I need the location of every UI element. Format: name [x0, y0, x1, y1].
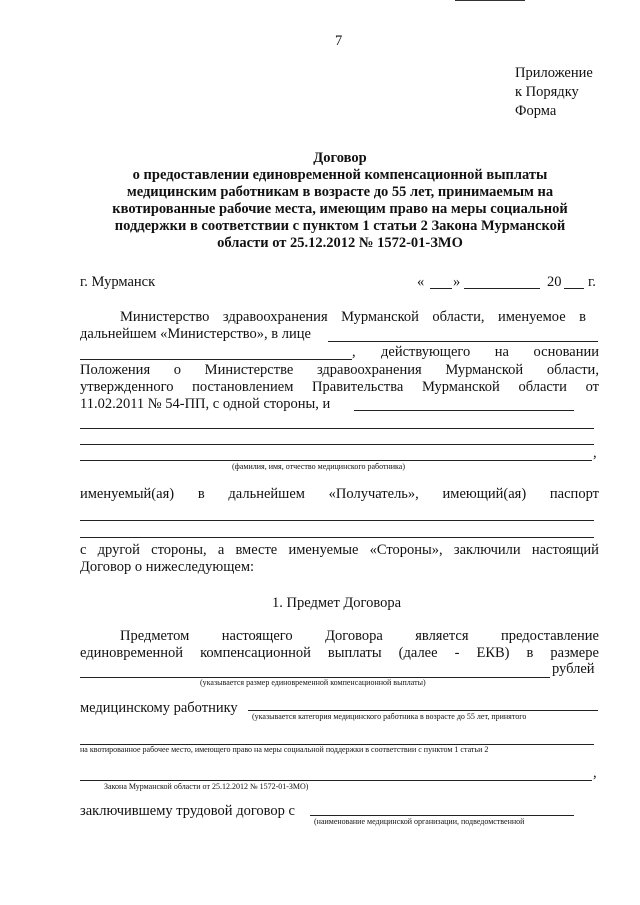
fio-caption: (фамилия, имя, отчество медицинского работника) [232, 462, 406, 471]
recipient-line [80, 486, 599, 503]
subject-line1 [120, 628, 599, 645]
word: а [217, 542, 225, 558]
word: здравоохранения [316, 362, 422, 378]
word: Министерстве [204, 362, 294, 378]
other-side-line1 [80, 542, 599, 559]
word: компенсационной [200, 645, 311, 661]
date-open-quote: « [417, 274, 425, 290]
word: вместе [235, 542, 278, 558]
word: Предметом [120, 628, 190, 644]
word: Мурманской [341, 309, 419, 325]
comma: , [593, 445, 597, 461]
word: Положения [80, 362, 151, 378]
section1-title: 1. Предмет Договора [272, 595, 402, 611]
date-month-blank[interactable] [464, 288, 540, 289]
org-caption: (наименование медицинской организации, подведомственной [314, 817, 525, 826]
top-edge-rule [455, 0, 525, 1]
basis-field[interactable] [80, 359, 352, 360]
word: здравоохранения [222, 309, 328, 325]
word: от [585, 379, 599, 395]
word: именуемые [288, 542, 359, 558]
appendix-line: Приложение [515, 65, 593, 81]
comma: , [593, 765, 597, 781]
para1-line6: 11.02.2011 № 54-ПП, с одной стороны, и [80, 396, 331, 412]
law-caption: Закона Мурманской области от 25.12.2012 № 1572-01-ЗМО) [104, 782, 309, 791]
para1-line5 [80, 379, 599, 396]
word: выплаты [327, 645, 382, 661]
representative-field[interactable] [328, 341, 598, 342]
para1-line4 [80, 362, 599, 379]
title-line: области от 25.12.2012 № 1572-01-ЗМО [217, 235, 463, 251]
comma: , [352, 344, 356, 360]
word: именуемое [497, 309, 566, 325]
para1-line1 [120, 309, 586, 326]
word: заключили [453, 542, 521, 558]
word: основании [533, 344, 599, 360]
word: «Стороны», [369, 542, 443, 558]
word: с [80, 542, 87, 558]
word: действующего [381, 344, 471, 360]
city: г. Мурманск [80, 274, 156, 290]
word: области, [546, 362, 599, 378]
subject-line2 [80, 645, 599, 662]
title-line: поддержки в соответствии с пунктом 1 статьи 2 Закона Мурманской [114, 218, 566, 234]
word: является [415, 628, 469, 644]
date-year-suffix: г. [588, 274, 596, 290]
word: Правительства [312, 379, 404, 395]
worker-field[interactable] [248, 710, 598, 711]
date-year-blank[interactable] [564, 288, 584, 289]
word: о [173, 362, 182, 378]
word: постановлением [192, 379, 294, 395]
appendix-line: к Порядку [515, 84, 579, 100]
party-field[interactable] [354, 410, 574, 411]
fio-field-1[interactable] [80, 428, 594, 429]
word: настоящего [221, 628, 293, 644]
word: Мурманской [421, 379, 500, 395]
word: в [579, 309, 586, 325]
passport-field-2[interactable] [80, 537, 594, 538]
word: стороны, [151, 542, 207, 558]
rubles-label: рублей [552, 661, 595, 677]
word: другой [97, 542, 140, 558]
word: именуемый(ая) [80, 486, 175, 502]
word: Мурманской [445, 362, 524, 378]
date-close-quote: » [453, 274, 461, 290]
para1-line3 [381, 344, 599, 361]
word: дальнейшем [228, 486, 305, 502]
word: настоящий [531, 542, 599, 558]
word: единовременной [80, 645, 184, 661]
title-line: Договор [313, 150, 367, 166]
date-year-prefix: 20 [547, 274, 562, 290]
word: утвержденного [80, 379, 174, 395]
para1-line2: дальнейшем «Министерство», в лице [80, 326, 311, 342]
document-title [60, 150, 620, 252]
appendix-block [515, 64, 593, 121]
contract-label: заключившему трудовой договор с [80, 803, 295, 819]
passport-field-1[interactable] [80, 520, 594, 521]
title-line: квотированные рабочие места, имеющим право на меры социальной [112, 201, 568, 217]
law-field[interactable] [80, 780, 592, 781]
word: имеющий(ая) [442, 486, 527, 502]
word: в [526, 645, 534, 661]
word: «Получатель», [328, 486, 419, 502]
word: размере [550, 645, 599, 661]
word: в [197, 486, 205, 502]
organization-field[interactable] [310, 815, 574, 816]
word: предоставление [501, 628, 599, 644]
quota-caption: на квотированное рабочее место, имеющего право на меры социальной поддержки в соответствии с пунктом 1 статьи 2 [80, 745, 489, 754]
title-line: о предоставлении единовременной компенсационной выплаты [132, 167, 548, 183]
word: (далее [398, 645, 438, 661]
word: - [454, 645, 460, 661]
worker-caption: (указывается категория медицинского работника в возрасте до 55 лет, принятого [252, 712, 527, 721]
page-number: 7 [335, 33, 343, 49]
word: Министерство [120, 309, 210, 325]
worker-label: медицинскому работнику [80, 700, 238, 716]
word: Договора [325, 628, 383, 644]
fio-field-3[interactable] [80, 460, 592, 461]
fio-field-2[interactable] [80, 444, 594, 445]
other-side-line2: Договор о нижеследующем: [80, 559, 255, 575]
title-line: медицинским работникам в возрасте до 55 лет, принимаемым на [126, 184, 554, 200]
word: области [518, 379, 567, 395]
word: области, [432, 309, 485, 325]
word: на [494, 344, 509, 360]
word: ЕКВ) [476, 645, 510, 661]
appendix-line: Форма [515, 103, 557, 119]
amount-caption: (указывается размер единовременной компенсационной выплаты) [200, 678, 426, 687]
date-day-blank[interactable] [430, 288, 452, 289]
word: паспорт [549, 486, 599, 502]
